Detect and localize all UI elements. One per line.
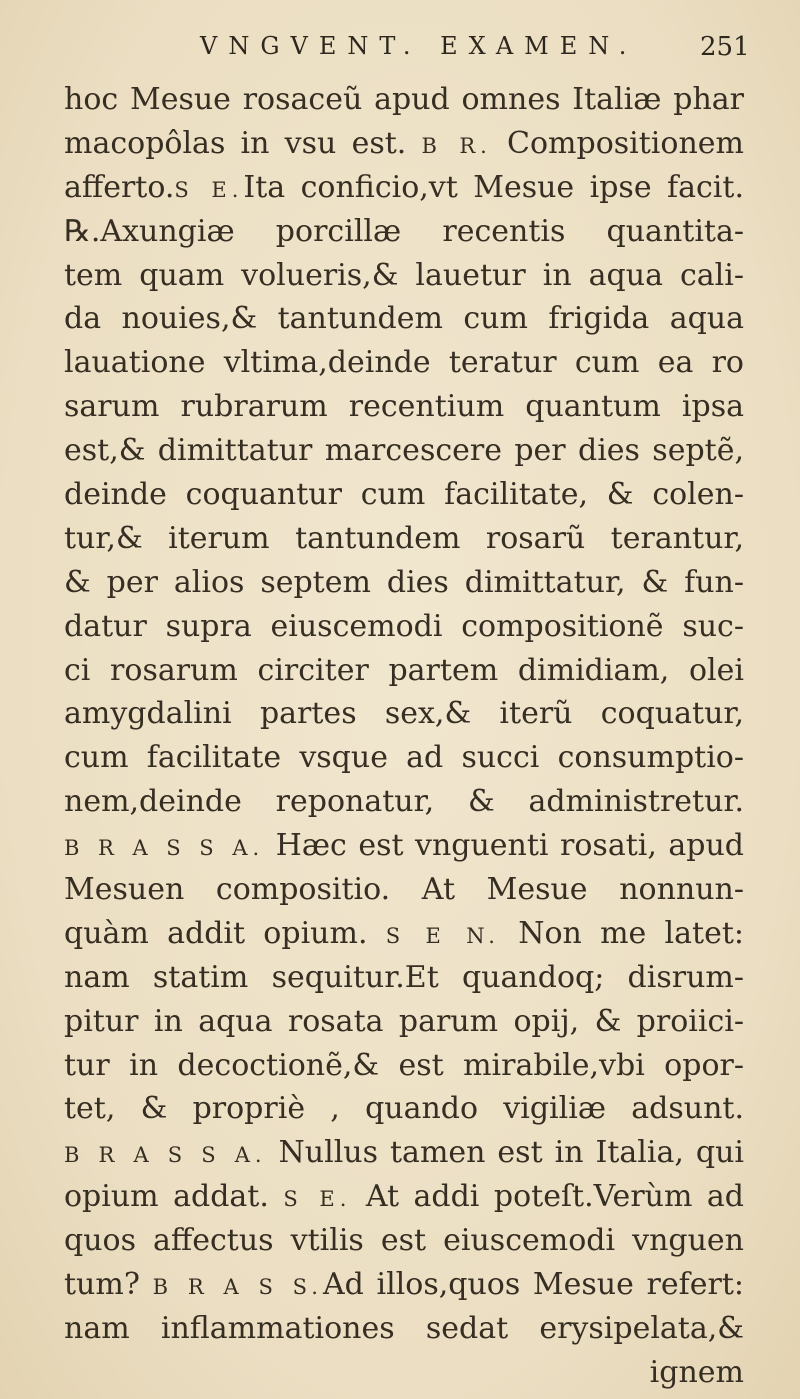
speaker-label: S E. — [283, 1187, 352, 1212]
text-line — [64, 692, 744, 736]
text-segment: tur,& iterum tantundem rosarũ terantur, — [64, 520, 744, 556]
text-segment: & per alios septem dies dimittatur, & fun- — [64, 564, 744, 600]
page-header — [0, 32, 800, 72]
text-segment: opium addat. — [64, 1179, 284, 1215]
text-segment: pitur in aqua rosata parum opij, & proiici- — [64, 1003, 744, 1039]
text-segment: quos affectus vtilis est eiuscemodi vnguen — [64, 1223, 744, 1259]
text-line — [64, 341, 744, 385]
text-segment: est,& dimittatur marcescere per dies septẽ, — [64, 433, 744, 469]
text-segment: ci rosarum circiter partem dimidiam, olei — [64, 652, 744, 688]
text-segment: Non me latet: — [499, 915, 744, 951]
text-line — [64, 1263, 744, 1307]
text-line — [64, 1307, 744, 1351]
text-line — [64, 561, 744, 605]
text-line — [64, 1219, 744, 1263]
text-line — [64, 166, 744, 210]
text-segment: afferto. — [64, 169, 175, 205]
text-segment: tur in decoctionẽ,& est mirabile,vbi opor- — [64, 1047, 744, 1083]
text-segment: tum? — [64, 1267, 153, 1303]
text-line — [64, 429, 744, 473]
text-segment: tet, & propriè , quando vigiliæ adsunt. — [64, 1091, 744, 1127]
body-text — [64, 78, 744, 1395]
text-segment: nam statim sequitur.Et quandoq; disrum- — [64, 959, 744, 995]
text-line — [64, 1087, 744, 1131]
text-segment: deinde coquantur cum facilitate, & colen- — [64, 477, 744, 513]
running-head: VNGVENT. EXAMEN. — [200, 32, 638, 60]
text-line — [64, 824, 744, 868]
text-line — [64, 1131, 744, 1175]
text-line — [64, 868, 744, 912]
speaker-label: B R A S S A. — [64, 1143, 267, 1168]
text-line — [64, 1175, 744, 1219]
text-line — [64, 210, 744, 254]
text-segment: cum facilitate vsque ad succi consumptio- — [64, 740, 744, 776]
text-line — [64, 122, 744, 166]
text-line — [64, 605, 744, 649]
text-segment: Hæc est vnguenti rosati, apud — [264, 828, 744, 864]
speaker-label: B R A S S A. — [64, 836, 265, 861]
text-segment: Ad illos,quos Mesue refert: — [322, 1267, 744, 1303]
speaker-label: S E. — [174, 177, 244, 202]
text-segment: da nouies,& tantundem cum frigida aqua — [64, 301, 744, 337]
text-line — [64, 254, 744, 298]
text-segment: amygdalini partes sex,& iterũ coquatur, — [64, 696, 744, 732]
text-line — [64, 1044, 744, 1088]
text-segment: ignem — [649, 1354, 744, 1390]
text-line — [64, 517, 744, 561]
text-line — [64, 473, 744, 517]
text-line — [64, 1351, 744, 1395]
speaker-label: B R A S S. — [152, 1275, 323, 1300]
text-line — [64, 78, 744, 122]
text-line — [64, 1000, 744, 1044]
page-number: 251 — [700, 32, 750, 62]
speaker-label: B R. — [421, 133, 492, 158]
text-segment: datur supra eiuscemodi compositionẽ suc- — [64, 608, 744, 644]
text-segment: quàm addit opium. — [64, 915, 386, 951]
text-segment: nem,deinde reponatur, & administretur. — [64, 784, 744, 820]
text-segment: At addi poteſt.Verùm ad — [351, 1179, 744, 1215]
text-segment: hoc Mesue rosaceũ apud omnes Italiæ phar — [64, 82, 744, 117]
text-line — [64, 297, 744, 341]
text-segment: Ita conficio,vt Mesue ipse facit. — [243, 169, 744, 205]
speaker-label: S E N. — [385, 923, 500, 948]
text-segment: Nullus tamen est in Italia, qui — [266, 1135, 744, 1171]
text-segment: nam inflammationes sedat erysipelata,& — [64, 1310, 744, 1346]
text-segment: Compositionem — [491, 125, 744, 161]
text-segment: Mesuen compositio. At Mesue nonnun- — [64, 872, 744, 908]
text-line — [64, 956, 744, 1000]
text-segment: sarum rubrarum recentium quantum ipsa — [64, 389, 744, 425]
text-line — [64, 385, 744, 429]
text-line — [64, 912, 744, 956]
text-segment: tem quam volueris,& lauetur in aqua cali- — [64, 257, 744, 293]
text-segment: macopôlas in vsu est. — [64, 125, 422, 161]
text-line — [64, 736, 744, 780]
text-segment: ℞.Axungiæ porcillæ recentis quantita- — [64, 213, 744, 249]
text-line — [64, 780, 744, 824]
text-segment: lauatione vltima,deinde teratur cum ea ro — [64, 345, 744, 381]
text-line — [64, 649, 744, 693]
